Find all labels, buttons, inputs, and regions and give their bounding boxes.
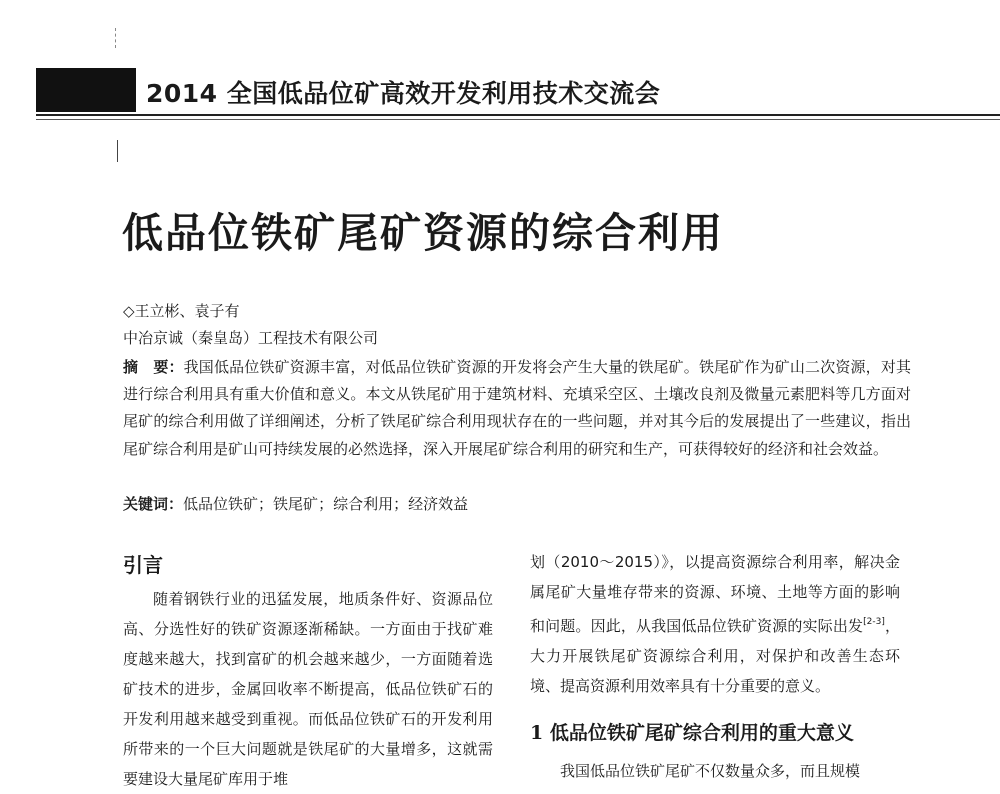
keywords-label: 关键词： [123,495,184,513]
keyword: ； 经济效益 [393,495,468,513]
keyword: ； 综合利用 [318,495,393,513]
header-rule [36,114,1000,116]
affiliation: 中冶京诚（秦皇岛）工程技术有限公司 [123,329,379,347]
conference-title: 2014 全国低品位矿高效开发利用技术交流会 [146,79,661,108]
paper-title: 低品位铁矿尾矿资源的综合利用 [122,209,724,257]
header-black-block [36,68,136,112]
section-1-paragraph: 我国低品位铁矿尾矿不仅数量众多，而且规模 [560,762,861,780]
right-column-paragraph [530,547,900,701]
paragraph-text: 划（2010～2015）》，以提高资源综合利用率，解决金属尾矿大量堆存带来的资源、环境、土地等方面的影响和问题。因此，从我国低品位铁矿资源的实际出发 [530,553,900,635]
abstract-text: 我国低品位铁矿资源丰富，对低品位铁矿资源的开发将会产生大量的铁尾矿。铁尾矿作为矿山二次资源，对其进行综合利用具有重大价值和意义。本文从铁尾矿用于建筑材料、充填采空区、土壤改良剂及微量元素肥料等几方面对尾矿的综合利用做了详细阐述，分析了铁尾矿综合利用现状存在的一些问题，并对其今后的发展提出了一些建议，指出尾矿综合利用是矿山可持续发展的必然选择，深入开展尾矿综合利用的研究和生产，可获得较好的经济和社会效益。 [123,358,911,458]
margin-mark [117,140,118,162]
crop-mark [115,28,116,48]
citation: [2-3] [863,617,885,627]
abstract [123,354,911,463]
abstract-label: 摘 要： [123,358,184,376]
intro-paragraph: 随着钢铁行业的迅猛发展，地质条件好、资源品位高、分选性好的铁矿资源逐渐稀缺。一方面由于找矿难度越来越大，找到富矿的机会越来越少，一方面随着选矿技术的进步，金属回收率不断提高，低品位铁矿石的开发利用越来越受到重视。而低品位铁矿石的开发利用所带来的一个巨大问题就是铁尾矿的大量增多，这就需要建设大量尾矿库用于堆 [123,590,493,788]
section-1-heading: 1 低品位铁矿尾矿综合利用的重大意义 [530,722,854,744]
keywords [123,493,468,514]
authors: ◇王立彬、袁子有 [123,302,240,320]
paragraph-text: ，大力开展铁尾矿资源综合利用，对保护和改善生态环境、提高资源利用效率具有十分重要的意义。 [530,617,900,695]
keyword: ； 铁尾矿 [258,495,318,513]
header-rule-thin [36,119,1000,120]
keyword: 低品位铁矿 [183,495,259,513]
intro-heading: 引言 [123,553,163,577]
